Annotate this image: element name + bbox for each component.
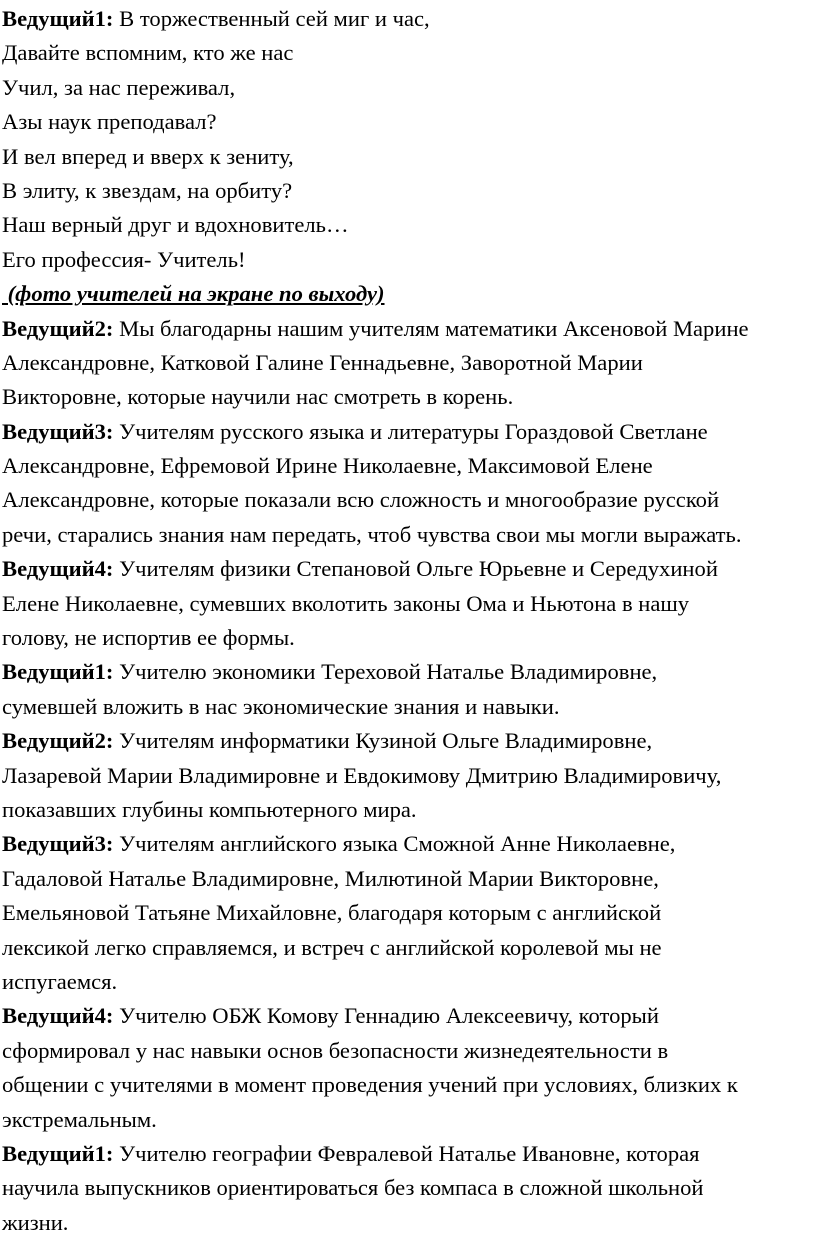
paragraph-text: Учителю экономики Тереховой Наталье Владимировне, xyxy=(113,659,658,685)
paragraph-line: Елене Николаевне, сумевших вколотить законы Ома и Ньютона в нашу xyxy=(2,590,690,616)
paragraph-line: жизни. xyxy=(2,1209,69,1235)
stage-note: (фото учителей на экране по выходу) xyxy=(2,281,385,307)
poem-text: В торжественный сей миг и час, xyxy=(119,6,430,31)
paragraph-line xyxy=(2,655,814,689)
poem-line: Наш верный друг и вдохновитель… xyxy=(2,212,349,238)
paragraph-line xyxy=(2,312,814,346)
speaker-label: Ведущий1: xyxy=(2,1140,114,1166)
paragraph-line: показавших глубины компьютерного мира. xyxy=(2,796,417,822)
paragraph-line: сформировал у нас навыки основ безопасности жизнедеятельности в xyxy=(2,1037,669,1063)
paragraph-line: голову, не испортив ее формы. xyxy=(2,625,295,651)
paragraph-line xyxy=(2,415,814,449)
poem-line: Давайте вспомним, кто же нас xyxy=(2,40,294,66)
paragraph-text: Учителю географии Февралевой Наталье Ивановне, которая xyxy=(113,1140,700,1166)
poem-line: Его профессия- Учитель! xyxy=(2,246,246,272)
poem-line xyxy=(2,2,814,36)
paragraph-line xyxy=(2,552,814,586)
paragraph-line: научила выпускников ориентироваться без компаса в сложной школьной xyxy=(2,1175,704,1201)
host-paragraph xyxy=(2,724,814,827)
speaker-label: Ведущий2: xyxy=(2,728,114,754)
paragraph-text: Учителям английского языка Сможной Анне Николаевне, xyxy=(113,831,676,857)
paragraph-line: Емельяновой Татьяне Михайловне, благодаря которым с английской xyxy=(2,900,662,926)
paragraph-text: Учителю ОБЖ Комову Геннадию Алексеевичу, который xyxy=(113,1003,659,1029)
paragraph-line: Викторовне, которые научили нас смотреть в корень. xyxy=(2,384,514,410)
poem-line: Азы наук преподавал? xyxy=(2,109,217,135)
host-paragraph xyxy=(2,552,814,655)
paragraph-line xyxy=(2,724,814,758)
poem-line: В элиту, к звездам, на орбиту? xyxy=(2,177,293,203)
host-paragraph xyxy=(2,415,814,553)
paragraph-line xyxy=(2,827,814,861)
paragraph-text: Учителям информатики Кузиной Ольге Владимировне, xyxy=(113,728,653,754)
paragraph-line: экстремальным. xyxy=(2,1106,157,1132)
speaker-label: Ведущий1: xyxy=(2,659,114,685)
paragraph-line: испугаемся. xyxy=(2,968,118,994)
host-paragraph xyxy=(2,827,814,999)
host-paragraph xyxy=(2,312,814,415)
paragraph-line: речи, старались знания нам передать, чтоб чувства свои мы могли выражать. xyxy=(2,521,742,547)
speaker-label: Ведущий2: xyxy=(2,315,114,341)
paragraph-text: Мы благодарны нашим учителям математики Аксеновой Марине xyxy=(113,315,749,341)
speaker-label: Ведущий4: xyxy=(2,556,114,582)
speaker-label: Ведущий4: xyxy=(2,1003,114,1029)
paragraph-line: Гадаловой Наталье Владимировне, Милютиной Марии Викторовне, xyxy=(2,865,659,891)
paragraph-line xyxy=(2,1137,814,1171)
paragraph-line: Александровне, Ефремовой Ирине Николаевне, Максимовой Елене xyxy=(2,453,653,479)
paragraph-line: сумевшей вложить в нас экономические знания и навыки. xyxy=(2,693,560,719)
paragraph-line: Александровне, Катковой Галине Геннадьевне, Заворотной Марии xyxy=(2,349,643,375)
stage-note-line xyxy=(2,277,814,311)
paragraph-line xyxy=(2,999,814,1033)
host-paragraph xyxy=(2,655,814,724)
paragraph-line: Лазаревой Марии Владимировне и Евдокимову Дмитрию Владимировичу, xyxy=(2,762,722,788)
speaker-label: Ведущий1: xyxy=(2,6,114,31)
paragraph-line: лексикой легко справляемся, и встреч с английской королевой мы не xyxy=(2,934,662,960)
paragraph-text: Учителям русского языка и литературы Гораздовой Светлане xyxy=(113,418,708,444)
speaker-label: Ведущий3: xyxy=(2,831,114,857)
paragraph-line: общении с учителями в момент проведения учений при условиях, близких к xyxy=(2,1072,738,1098)
paragraph-line: Александровне, которые показали всю сложность и многообразие русской xyxy=(2,487,720,513)
document-page xyxy=(2,2,814,1240)
poem-line: Учил, за нас переживал, xyxy=(2,74,236,100)
poem-line: И вел вперед и вверх к зениту, xyxy=(2,143,294,169)
host-paragraph xyxy=(2,999,814,1137)
poem-block xyxy=(2,2,814,277)
host-paragraph xyxy=(2,1137,814,1240)
paragraph-text: Учителям физики Степановой Ольге Юрьевне и Середухиной xyxy=(113,556,718,582)
speaker-label: Ведущий3: xyxy=(2,418,114,444)
